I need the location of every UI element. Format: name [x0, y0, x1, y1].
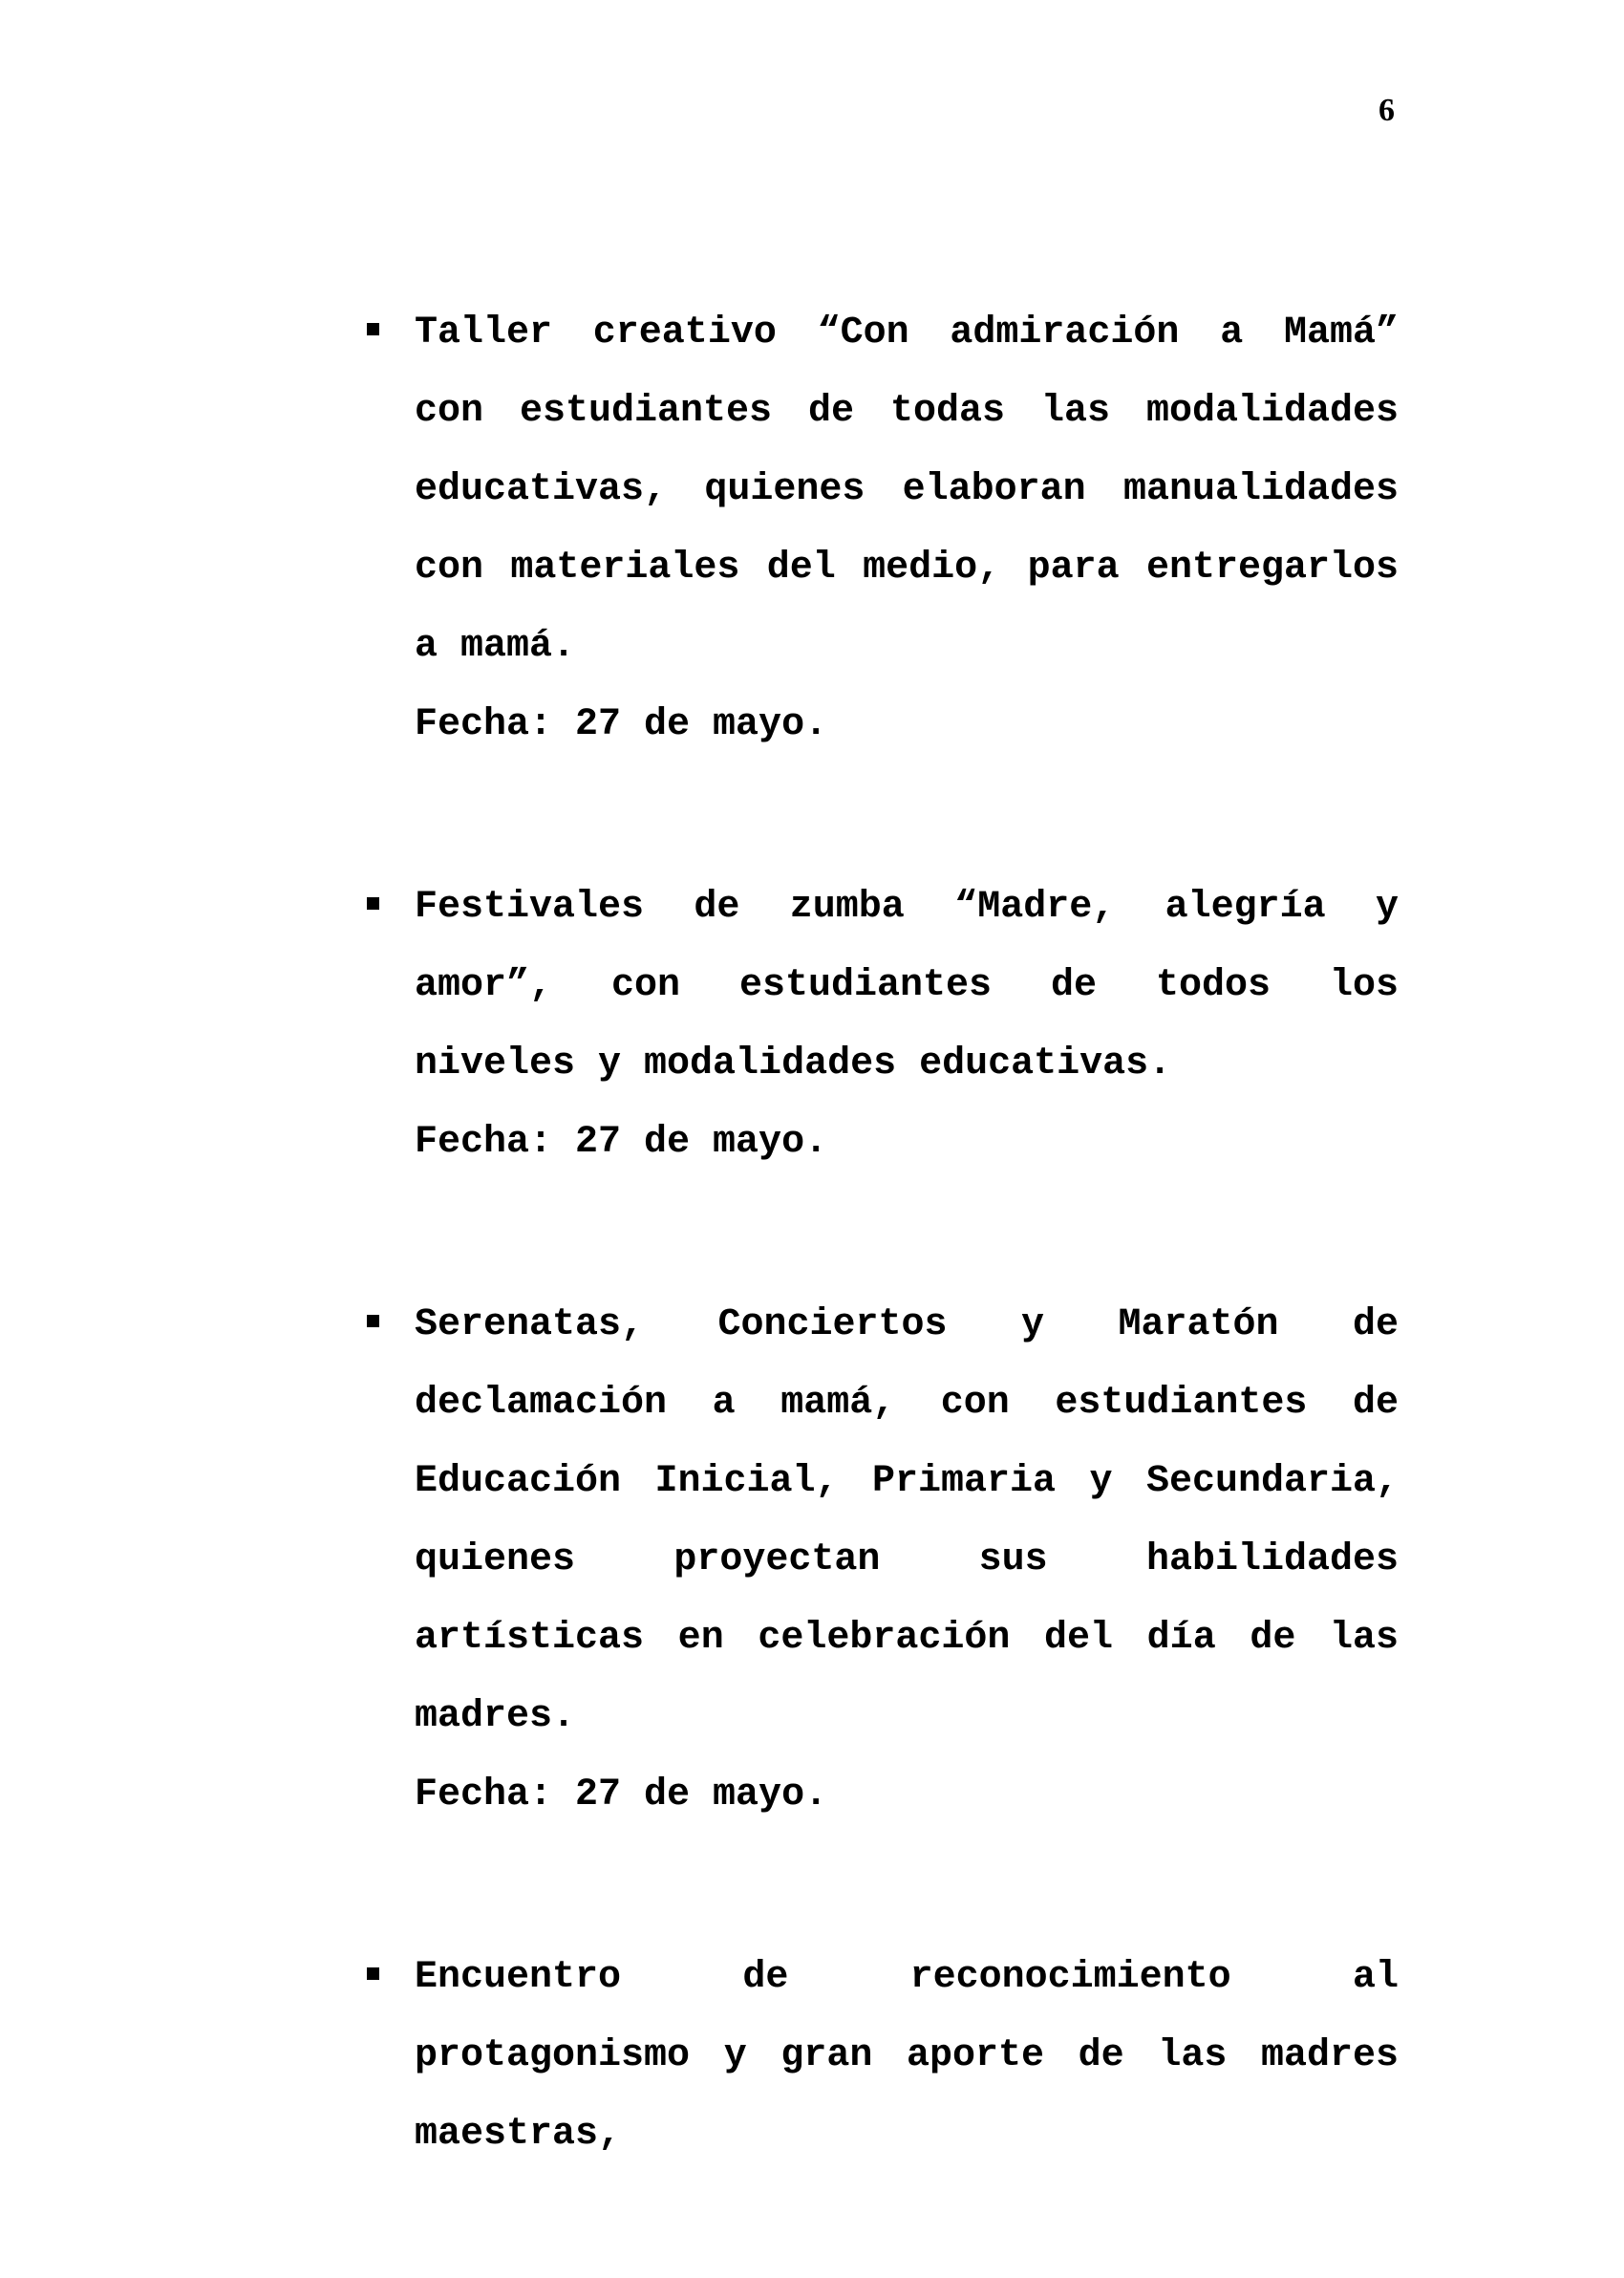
square-bullet-icon — [367, 897, 379, 910]
list-item — [367, 869, 1399, 1182]
activity-list — [367, 294, 1399, 2278]
square-bullet-icon — [367, 1967, 379, 1980]
page-number: 6 — [1378, 93, 1395, 128]
item-description: Serenatas, Conciertos y Maratón de declamación a mamá, con estudiantes de Educación Inicial, Primaria y Secundaria, quienes proyectan sus habilidades artísticas en celebración del día de las madres. — [415, 1303, 1399, 1738]
list-item — [367, 294, 1399, 764]
item-date: Fecha: 27 de mayo. — [415, 1121, 828, 1164]
item-description: Festivales de zumba “Madre, alegría y amor”, con estudiantes de todos los niveles y modalidades educativas. — [415, 886, 1399, 1085]
item-description: Encuentro de reconocimiento al protagonismo y gran aporte de las madres maestras, — [415, 1956, 1399, 2156]
square-bullet-icon — [367, 323, 379, 335]
square-bullet-icon — [367, 1315, 379, 1327]
item-date: Fecha: 27 de mayo. — [415, 1773, 828, 1816]
list-item — [367, 1286, 1399, 1835]
item-date: Fecha: 27 de mayo. — [415, 703, 828, 746]
item-description: Taller creativo “Con admiración a Mamá” con estudiantes de todas las modalidades educativas, quienes elaboran manualidades con materiales del medio, para entregarlos a mamá. — [415, 312, 1399, 668]
list-item — [367, 1939, 1399, 2174]
